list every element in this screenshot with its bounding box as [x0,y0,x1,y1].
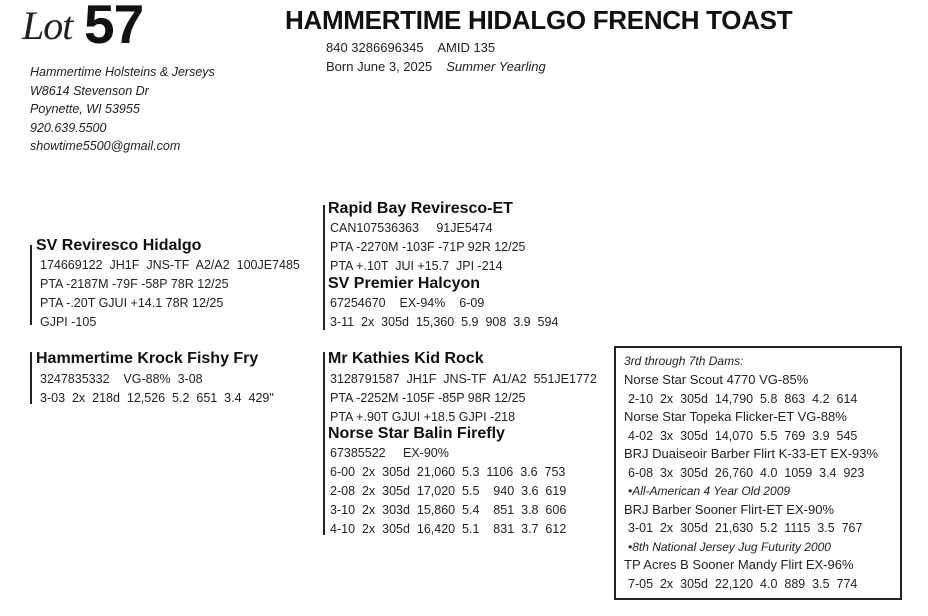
dam-dam-line: 2-08 2x 305d 17,020 5.5 940 3.6 619 [330,484,567,498]
dam-name: Hammertime Krock Fishy Fry [36,350,259,367]
sire-line: 174669122 JH1F JNS-TF A2/A2 100JE7485 [40,258,300,272]
dam4-record: 4-02 3x 305d 14,070 5.5 769 3.9 545 [628,428,858,443]
sire-sire-line: PTA +.10T JUI +15.7 JPI -214 [330,259,503,273]
dam-dam-line: 67385522 EX-90% [330,446,449,460]
dam-sire-line: PTA +.90T GJUI +18.5 GJPI -218 [330,410,516,424]
dam-parents-bracket [323,352,325,535]
extended-dams-list [624,352,878,593]
animal-name: HAMMERTIME HIDALGO FRENCH TOAST [285,5,793,35]
dam-details [40,370,274,408]
dam6-record: 3-01 2x 305d 21,630 5.2 1115 3.5 767 [628,521,863,535]
breeder-address2: Poynette, WI 53955 [30,102,140,116]
extended-dams-header: 3rd through 7th Dams: [624,354,744,368]
sire-bracket [30,245,32,325]
dam6-name: BRJ Barber Sooner Flirt-ET EX-90% [624,501,834,517]
dam5-name: BRJ Duaiseoir Barber Flirt K-33-ET EX-93% [624,446,879,461]
dam-bracket [30,352,32,404]
dam5-note: •All-American 4 Year Old 2009 [628,484,791,498]
dam4-name: Norse Star Topeka Flicker-ET VG-88% [624,409,847,424]
dam-dam-line: 6-00 2x 305d 21,060 5.3 1106 3.6 753 [330,465,566,479]
dam7-name: TP Acres B Sooner Mandy Flirt EX-96% [624,557,854,572]
dam5-record: 6-08 3x 305d 26,760 4.0 1059 3.4 923 [628,465,865,480]
dam-dam-line: 3-10 2x 303d 15,860 5.4 851 3.8 606 [330,503,567,517]
sire-line: PTA -.20T GJUI +14.1 78R 12/25 [40,296,224,310]
sire-sire-line: PTA -2270M -103F -71P 92R 12/25 [330,240,526,254]
breeder-name: Hammertime Holsteins & Jerseys [30,65,215,79]
dam-sire-line: 3128791587 JH1F JNS-TF A1/A2 551JE1772 [330,372,597,386]
breeder-address1: W8614 Stevenson Dr [30,83,149,98]
sire-sire-details [330,219,525,276]
dam6-note: •8th National Jersey Jug Futurity 2000 [628,539,831,554]
breeder-email: showtime5500@gmail.com [30,139,181,153]
breeder-info [30,63,215,156]
sire-dam-name: SV Premier Halcyon [328,275,481,292]
dam-sire-details [330,370,597,427]
animal-class: Summer Yearling [446,59,546,74]
sire-dam-line: 3-11 2x 305d 15,360 5.9 908 3.9 594 [330,315,559,329]
lot-number: 57 [84,0,144,55]
sire-details [40,256,300,332]
dam-dam-name: Norse Star Balin Firefly [328,425,505,442]
animal-ids: 840 3286696345 AMID 135 [326,40,496,55]
sire-line: GJPI -105 [40,315,97,329]
lot-label: Lot [22,3,73,48]
sire-parents-bracket [323,205,325,330]
animal-born: Born June 3, 2025 [326,59,433,74]
breeder-phone: 920.639.5500 [30,120,107,135]
sire-name: SV Reviresco Hidalgo [36,237,202,254]
dam-sire-name: Mr Kathies Kid Rock [328,350,484,367]
dam3-record: 2-10 2x 305d 14,790 5.8 863 4.2 614 [628,391,858,406]
dam-line: 3-03 2x 218d 12,526 5.2 651 3.4 429" [40,391,274,405]
animal-born-line [326,59,546,74]
dam3-name: Norse Star Scout 4770 VG-85% [624,372,809,387]
dam-line: 3247835332 VG-88% 3-08 [40,372,203,386]
dam-dam-line: 4-10 2x 305d 16,420 5.1 831 3.7 612 [330,522,567,536]
extended-dams-box [614,346,902,600]
sire-dam-details [330,294,558,332]
sire-line: PTA -2187M -79F -58P 78R 12/25 [40,277,229,291]
sire-sire-name: Rapid Bay Reviresco-ET [328,200,513,217]
dam7-record: 7-05 2x 305d 22,120 4.0 889 3.5 774 [628,576,858,591]
dam-sire-line: PTA -2252M -105F -85P 98R 12/25 [330,391,526,405]
sire-sire-line: CAN107536363 91JE5474 [330,221,493,235]
sire-dam-line: 67254670 EX-94% 6-09 [330,296,485,310]
dam-dam-details [330,444,566,539]
